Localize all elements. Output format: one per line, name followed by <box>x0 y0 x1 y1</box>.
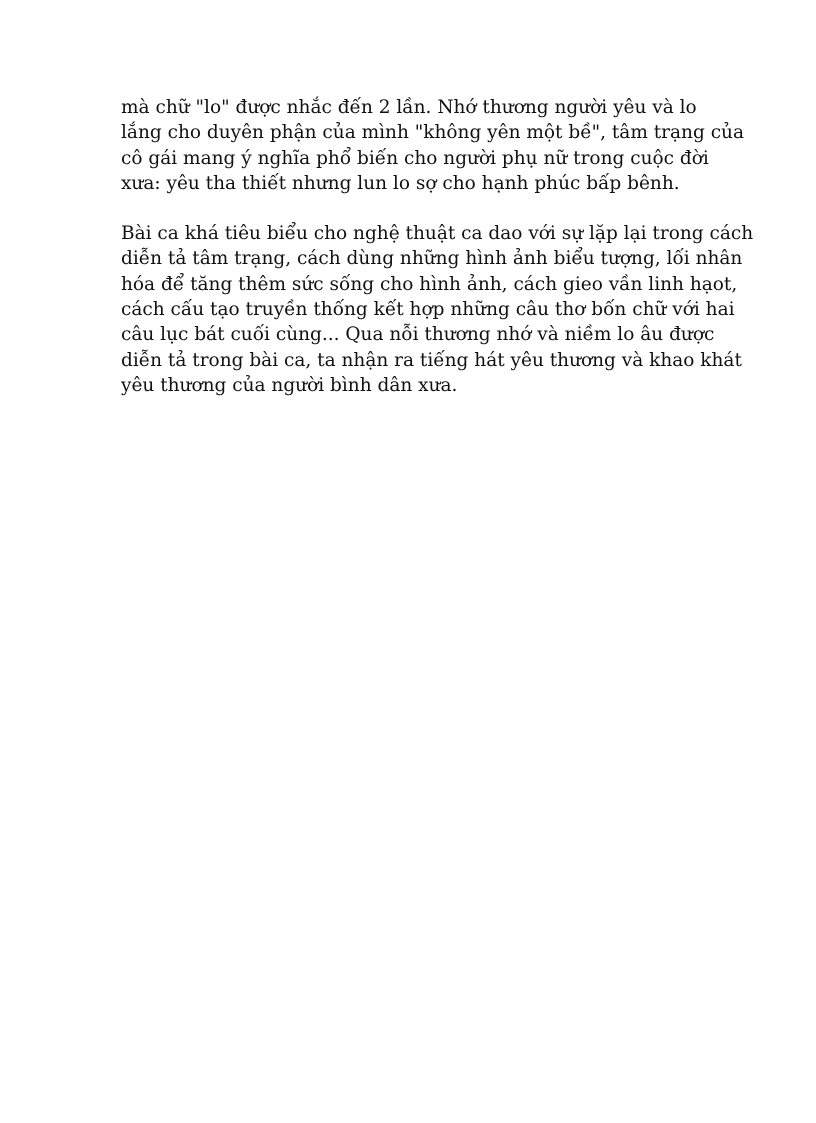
text-line: Bài ca khá tiêu biểu cho nghệ thuật ca dao với sự lặp lại trong cách <box>121 223 754 245</box>
text-line: lắng cho duyên phận của mình "không yên một bề", tâm trạng của <box>121 122 745 144</box>
text-line: câu lục bát cuối cùng... Qua nỗi thương nhớ và niềm lo âu được <box>121 324 715 346</box>
text-line: diễn tả tâm trạng, cách dùng những hình ảnh biểu tượng, lối nhân <box>121 248 743 270</box>
text-line: diễn tả trong bài ca, ta nhận ra tiếng hát yêu thương và khao khát <box>121 349 742 371</box>
text-line: hóa để tăng thêm sức sống cho hình ảnh, cách gieo vần linh hạot, <box>121 273 738 295</box>
text-line: cách cấu tạo truyền thống kết hợp những câu thơ bốn chữ với hai <box>121 299 735 321</box>
paragraph-1 <box>121 95 745 196</box>
text-line: xưa: yêu tha thiết nhưng lun lo sợ cho hạnh phúc bấp bênh. <box>121 172 680 194</box>
document-body <box>121 95 754 398</box>
text-line: mà chữ "lo" được nhắc đến 2 lần. Nhớ thương người yêu và lo <box>121 97 697 118</box>
text-line: cô gái mang ý nghĩa phổ biến cho người phụ nữ trong cuộc đời <box>121 147 709 169</box>
text-line: yêu thương của người bình dân xưa. <box>121 374 458 396</box>
paragraph-2 <box>121 221 754 398</box>
